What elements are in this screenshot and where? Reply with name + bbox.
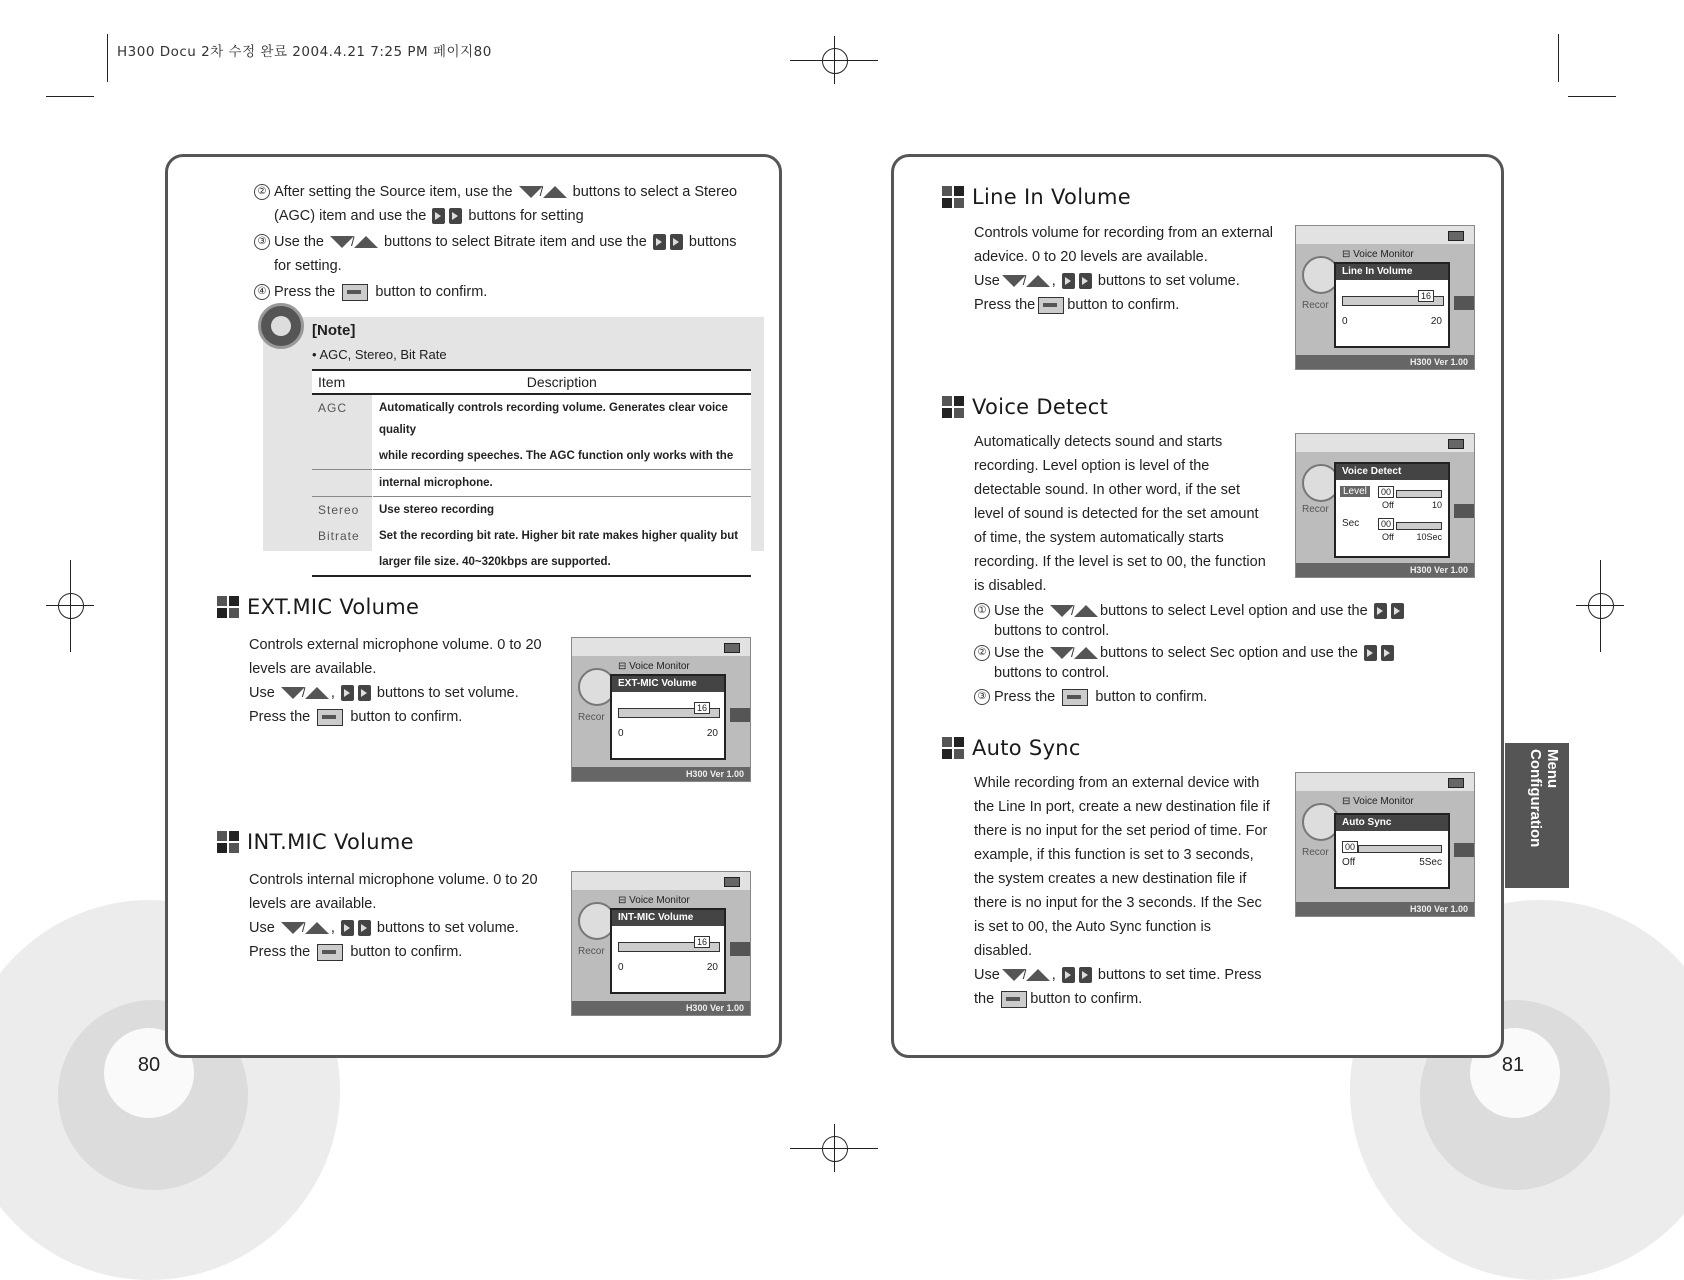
skip-back-icon [1364,645,1377,661]
skip-back-icon [1374,603,1387,619]
trim-mark [1558,34,1559,82]
print-header: H300 Docu 2차 수정 완료 2004.4.21 7:25 PM 페이지80 [117,44,492,60]
voice-detect-steps [974,601,1444,707]
step-3: ③ Use the / buttons to select Bitrate item and use the buttons for setting. [254,230,774,278]
nav-button-icon [317,944,343,961]
step-1: ① Use the / buttons to select Level option and use the buttons to control. [974,601,1444,641]
battery-icon [724,877,740,887]
ext-mic-screenshot: ⊟ Voice Monitor Recor EXT-MIC Volume 16 0 20 H300 Ver 1.00 [571,637,751,782]
battery-icon [1448,778,1464,788]
nav-button-icon [1038,297,1064,314]
plus-minus-buttons-icon: / [1002,968,1050,982]
registration-mark [822,48,848,74]
nav-button-icon [1001,991,1027,1008]
trim-mark [1568,96,1616,97]
plus-minus-buttons-icon: / [519,185,567,199]
auto-sync-text: While recording from an external device with the Line In port, create a new destination file if there is no input for the set period of time. For example, if this function is set to 3 seconds, the system creates a new destination file if there is no input for the 3 seconds. If the Sec is set to 00, the Auto Sync function is disabled. Use / , buttons to set time. Press the button to confirm. [974,775,1270,1007]
battery-icon [724,643,740,653]
ext-mic-text: Controls external microphone volume. 0 to 20 levels are available. Use / , buttons to set volume. Press the button to confirm. [249,637,542,725]
plus-minus-buttons-icon: / [281,686,329,700]
col-item: Item [312,370,373,394]
trim-mark [46,96,94,97]
plus-minus-buttons-icon: / [281,921,329,935]
skip-forward-icon [1079,967,1092,983]
plus-minus-buttons-icon: / [330,235,378,249]
auto-sync-heading: Auto Sync [942,736,1081,760]
note-subtitle: • AGC, Stereo, Bit Rate [312,347,447,362]
table-header-row [312,370,751,394]
registration-line [834,36,835,84]
step-4: ④ Press the button to confirm. [254,280,774,304]
skip-forward-icon [670,234,683,250]
registration-line [1600,560,1601,652]
voice-detect-screenshot: Recor Voice Detect Level 00 Off 10 Sec 00 Off 10Sec H300 Ver 1.00 [1295,433,1475,578]
skip-forward-icon [358,685,371,701]
registration-mark [58,593,84,619]
skip-back-icon [432,208,445,224]
int-mic-text: Controls internal microphone volume. 0 to 20 levels are available. Use / , buttons to set volume. Press the button to confirm. [249,872,538,960]
plus-minus-buttons-icon: / [1050,604,1098,618]
skip-forward-icon [1381,645,1394,661]
left-steps [254,180,774,304]
volume-popup: Line In Volume 16 0 20 [1334,262,1450,348]
level-slider [1396,490,1442,498]
page-number-left: 80 [137,1054,161,1076]
registration-mark [1588,593,1614,619]
step-2: ② After setting the Source item, use the / buttons to select a Stereo (AGC) item and use the buttons for setting [254,180,774,228]
sec-slider [1396,522,1442,530]
table-row: Stereo Use stereo recording [312,497,751,524]
table-row: Bitrate Set the recording bit rate. Higher bit rate makes higher quality but [312,523,751,549]
plus-minus-buttons-icon: / [1002,274,1050,288]
plus-minus-buttons-icon: / [1050,646,1098,660]
nav-button-icon [317,709,343,726]
col-description: Description [373,370,752,394]
table-row: internal microphone. [312,470,751,497]
table-row: while recording speeches. The AGC function only works with the [312,443,751,470]
auto-sync-popup: Auto Sync 00 Off 5Sec [1334,813,1450,889]
line-in-text: Controls volume for recording from an external adevice. 0 to 20 levels are available. Use / , buttons to set volume. Press the button to confirm. [974,225,1273,313]
nav-button-icon [1062,689,1088,706]
voice-detect-heading: Voice Detect [942,395,1108,419]
section-icon [942,186,964,208]
registration-line [834,1124,835,1172]
skip-forward-icon [449,208,462,224]
registration-line [70,560,71,652]
note-table [312,369,751,577]
step-3: ③ Press the button to confirm. [974,687,1444,707]
volume-popup: EXT-MIC Volume 16 0 20 [610,674,726,760]
step-number: ③ [254,234,270,250]
section-icon [217,596,239,618]
skip-forward-icon [1079,273,1092,289]
step-number: ② [254,184,270,200]
page-number-right: 81 [1501,1054,1525,1076]
skip-forward-icon [1391,603,1404,619]
int-mic-screenshot: ⊟ Voice Monitor Recor INT-MIC Volume 16 0 20 H300 Ver 1.00 [571,871,751,1016]
time-slider [1358,845,1442,853]
ext-mic-heading: EXT.MIC Volume [217,595,419,619]
nav-button-icon [342,284,368,301]
auto-sync-screenshot: ⊟ Voice Monitor Recor Auto Sync 00 Off 5Sec H300 Ver 1.00 [1295,772,1475,917]
skip-back-icon [341,685,354,701]
note-icon [258,303,304,349]
menu-configuration-tab: Menu Configuration [1505,743,1569,888]
volume-popup: INT-MIC Volume 16 0 20 [610,908,726,994]
line-in-screenshot: ⊟ Voice Monitor Recor Line In Volume 16 0 20 H300 Ver 1.00 [1295,225,1475,370]
section-icon [942,396,964,418]
voice-detect-popup: Voice Detect Level 00 Off 10 Sec 00 Off 10Sec [1334,462,1450,558]
battery-icon [1448,231,1464,241]
battery-icon [1448,439,1464,449]
skip-back-icon [1062,273,1075,289]
section-icon [217,831,239,853]
skip-back-icon [341,920,354,936]
skip-forward-icon [358,920,371,936]
skip-back-icon [653,234,666,250]
table-row: larger file size. 40~320kbps are supported. [312,549,751,576]
note-title: [Note] [312,322,356,339]
line-in-heading: Line In Volume [942,185,1131,209]
section-icon [942,737,964,759]
registration-mark [822,1136,848,1162]
skip-back-icon [1062,967,1075,983]
step-number: ④ [254,284,270,300]
voice-detect-text: Automatically detects sound and starts recording. Level option is level of the detectable sound. In other word, if the set level of sound is detected for the set amount of time, the system automatically starts recording. If the level is set to 00, the function is disabled. [974,434,1266,594]
step-2: ② Use the / buttons to select Sec option and use the buttons to control. [974,643,1444,683]
int-mic-heading: INT.MIC Volume [217,830,414,854]
table-row: AGC Automatically controls recording volume. Generates clear voice quality [312,394,751,443]
trim-mark [107,34,108,82]
